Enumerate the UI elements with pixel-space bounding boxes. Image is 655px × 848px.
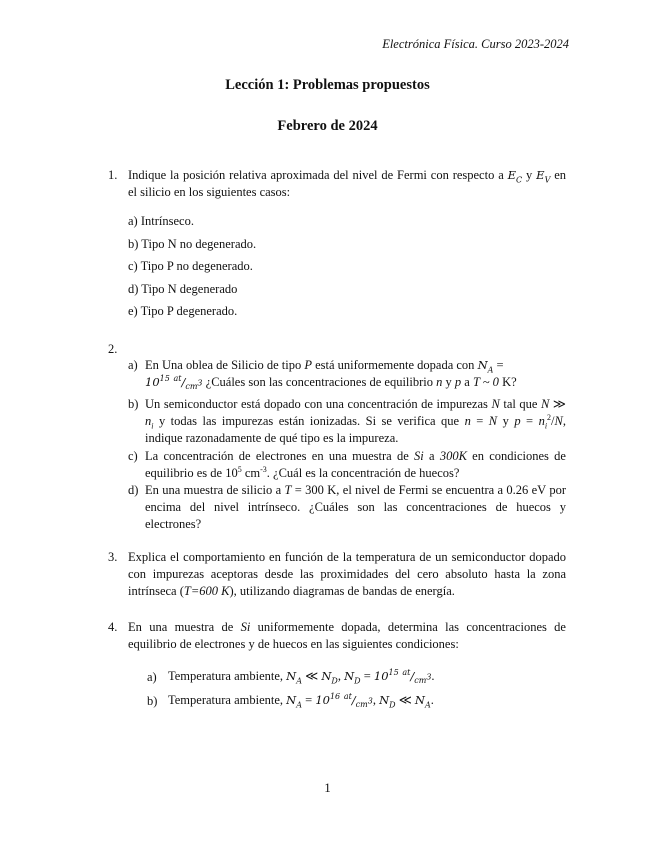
page-header: Electrónica Física. Curso 2023-2024 bbox=[382, 37, 569, 51]
q4-b-label: b) bbox=[147, 694, 158, 708]
q1-option-b: b) Tipo N no degenerado. bbox=[128, 237, 257, 251]
q2-c-label: c) bbox=[128, 449, 138, 463]
q4-a-label: a) bbox=[147, 670, 157, 684]
q2-number: 2. bbox=[108, 342, 118, 356]
q2-b-label: b) bbox=[128, 397, 139, 411]
q3-text: Explica el comportamiento en función de la temperatura de un semiconductor dopado con impurezas aceptoras desde las proximidades del cero absoluto hasta la zona intrínseca (T=600 K), utilizando diagramas de bandas de energía. bbox=[128, 550, 566, 598]
q1-number: 1. bbox=[108, 168, 118, 182]
q2-d-text: En una muestra de silicio a T = 300 K, el nivel de Fermi se encuentra a 0.26 eV por encima del nivel intrínseco. ¿Cuáles son las concentraciones de huecos y electrones? bbox=[145, 483, 566, 531]
q1-option-d: d) Tipo N degenerado bbox=[128, 282, 238, 296]
q1-option-a: a) Intrínseco. bbox=[128, 214, 194, 228]
q4-a-text: Temperatura ambiente, $N_A$ ≪ $N_D$, $N_D = 10^{15}$ $^{at}/_{cm^3}$. bbox=[168, 668, 435, 686]
q2-a-label: a) bbox=[128, 358, 138, 372]
q2-d-label: d) bbox=[128, 483, 139, 497]
page-number: 1 bbox=[324, 780, 331, 795]
q1-option-c: c) Tipo P no degenerado. bbox=[128, 259, 253, 273]
page-subtitle: Febrero de 2024 bbox=[277, 118, 378, 134]
q4-number: 4. bbox=[108, 620, 118, 634]
q2-c-text: La concentración de electrones en una muestra de Si a 300K en condiciones de equilibrio es de $10^5$ $cm^{-3}$. ¿Cuál es la concentración de huecos? bbox=[145, 449, 566, 480]
q1-text: Indique la posición relativa aproximada del nivel de Fermi con respecto a $E_C$ y $E_V$ en el silicio en los siguientes casos: bbox=[128, 168, 567, 199]
q4-b-text: Temperatura ambiente, $N_A = 10^{16}$ $^{at}/_{cm^3}$, $N_D$ ≪ $N_A$. bbox=[168, 692, 434, 710]
q3-number: 3. bbox=[108, 550, 118, 564]
page-title: Lección 1: Problemas propuestos bbox=[225, 77, 430, 93]
q1-option-e: e) Tipo P degenerado. bbox=[128, 304, 238, 318]
q2-b-text: Un semiconductor está dopado con una concentración de impurezas N tal que N ≫ $n_i$ y todas las impurezas están ionizadas. Si se verifica que n = N y $p = n_i^2/N$, indique razonadamente de qué tipo es la impureza. bbox=[145, 397, 566, 445]
q2-a-text: En Una oblea de Silicio de tipo P está uniformemente dopada con $N_A$ = $10^{15}$ $^{at}/_{cm^3}$ ¿Cuáles son las concentraciones de equilibrio n y p a T ~ 0 K? bbox=[145, 358, 517, 392]
q4-text: En una muestra de Si uniformemente dopada, determina las concentraciones de equilibrio de electrones y de huecos en las siguientes condiciones: bbox=[128, 620, 566, 651]
